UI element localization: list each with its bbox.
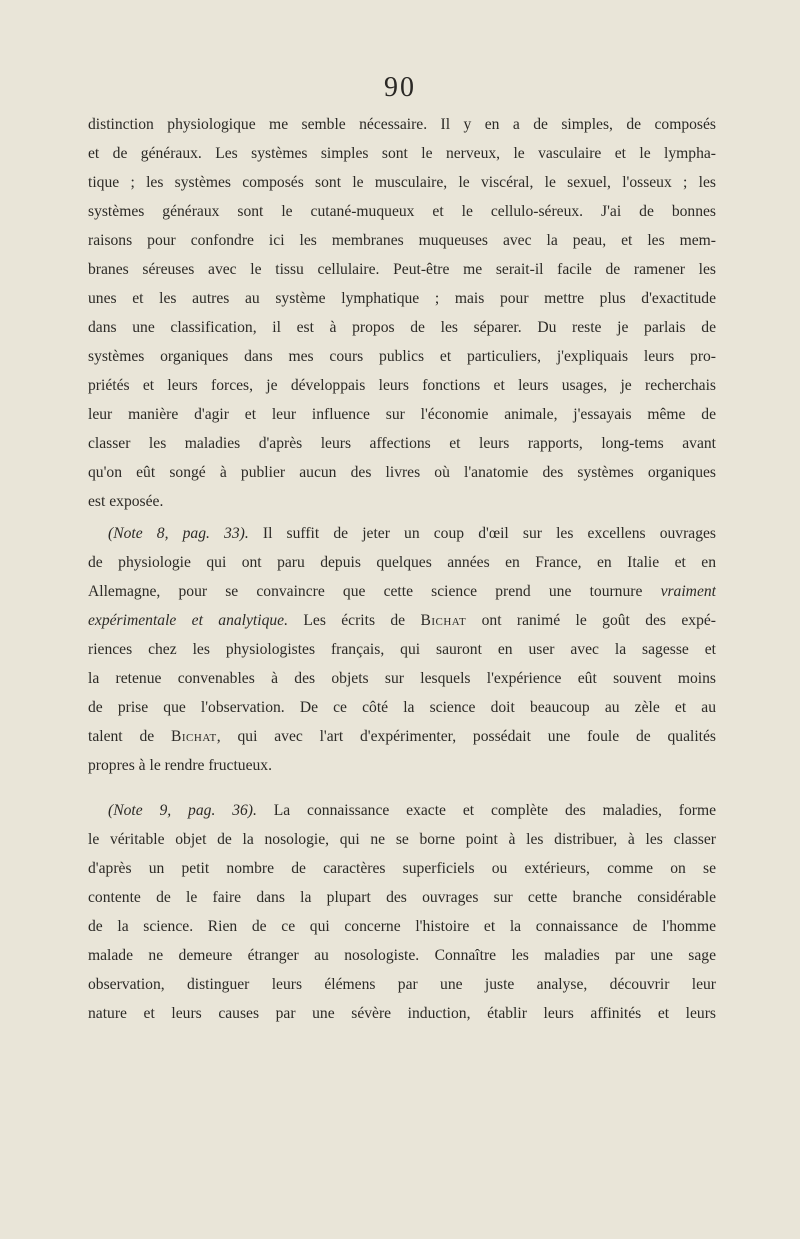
text-span: talent de — [88, 728, 155, 745]
text-line: classer les maladies d'après leurs affections et leurs rapports, long-tems avant — [88, 435, 716, 452]
text-line: le véritable objet de la nosologie, qui ne se borne point à les distribuer, à les classer — [88, 831, 716, 848]
text-line — [88, 796, 716, 825]
text-line — [88, 606, 716, 635]
paragraph-1 — [88, 110, 716, 516]
text-line: est exposée. — [88, 493, 164, 510]
text-line: distinction physiologique me semble nécessaire. Il y en a de simples, de composés — [88, 116, 716, 133]
italic-span: vraiment — [660, 583, 716, 600]
text-line: systèmes organiques dans mes cours publics et particuliers, j'expliquais leurs pro- — [88, 348, 716, 365]
text-line — [88, 519, 716, 548]
text-line: raisons pour confondre ici les membranes muqueuses avec la peau, et les mem- — [88, 232, 716, 249]
note-reference: (Note 9, pag. 36). — [108, 802, 257, 819]
text-line: priétés et leurs forces, je développais leurs fonctions et leurs usages, je recherchais — [88, 377, 716, 394]
text-span: La connaissance exacte et complète des maladies, forme — [273, 802, 716, 819]
text-span: Les écrits de — [303, 612, 406, 629]
text-line: tique ; les systèmes composés sont le musculaire, le viscéral, le sexuel, l'osseux ; les — [88, 174, 716, 191]
text-line: de prise que l'observation. De ce côté la science doit beaucoup au zèle et au — [88, 699, 716, 716]
text-line — [88, 722, 716, 751]
text-line: riences chez les physiologistes français, qui sauront en user avec la sagesse et — [88, 641, 716, 658]
text-line: la retenue convenables à des objets sur lesquels l'expérience eût souvent moins — [88, 670, 716, 687]
note-reference: (Note 8, pag. 33). — [108, 525, 249, 542]
author-name: Bichat — [170, 728, 217, 745]
text-line: systèmes généraux sont le cutané-muqueux et le cellulo-séreux. J'ai de bonnes — [88, 203, 716, 220]
text-span: ont ranimé le goût des expé- — [481, 612, 716, 629]
text-line: et de généraux. Les systèmes simples sont le nerveux, le vasculaire et le lympha- — [88, 145, 716, 162]
paragraph-3 — [88, 796, 716, 1028]
text-line: de la science. Rien de ce qui concerne l'histoire et la connaissance de l'homme — [88, 918, 716, 935]
text-line: contente de le faire dans la plupart des ouvrages sur cette branche considérable — [88, 889, 716, 906]
page-number: 90 — [384, 72, 416, 103]
text-line: branes séreuses avec le tissu cellulaire. Peut-être me serait-il facile de ramener les — [88, 261, 716, 278]
text-line: observation, distinguer leurs élémens par une juste analyse, découvrir leur — [88, 976, 716, 993]
text-line: leur manière d'agir et leur influence sur l'économie animale, j'essayais même de — [88, 406, 716, 423]
text-line: unes et les autres au système lymphatique ; mais pour mettre plus d'exactitude — [88, 290, 716, 307]
text-line: dans une classification, il est à propos de les séparer. Du reste je parlais de — [88, 319, 716, 336]
text-line: malade ne demeure étranger au nosologiste. Connaître les maladies par une sage — [88, 947, 716, 964]
paragraph-2 — [88, 519, 716, 780]
text-line: propres à le rendre fructueux. — [88, 757, 273, 774]
text-line: d'après un petit nombre de caractères superficiels ou extérieurs, comme on se — [88, 860, 716, 877]
text-line — [88, 577, 716, 606]
text-span: Il suffit de jeter un coup d'œil sur les excellens ouvrages — [262, 525, 716, 542]
text-span: Allemagne, pour se convaincre que cette science prend une tournure — [88, 583, 643, 600]
text-span: , qui avec l'art d'expérimenter, possédait une foule de qualités — [216, 728, 716, 745]
author-name: Bichat — [420, 612, 467, 629]
text-line: qu'on eût songé à publier aucun des livres où l'anatomie des systèmes organiques — [88, 464, 716, 481]
text-line: nature et leurs causes par une sévère induction, établir leurs affinités et leurs — [88, 1005, 716, 1022]
italic-span: expérimentale et analytique. — [88, 612, 289, 629]
text-line: de physiologie qui ont paru depuis quelques années en France, en Italie et en — [88, 554, 716, 571]
